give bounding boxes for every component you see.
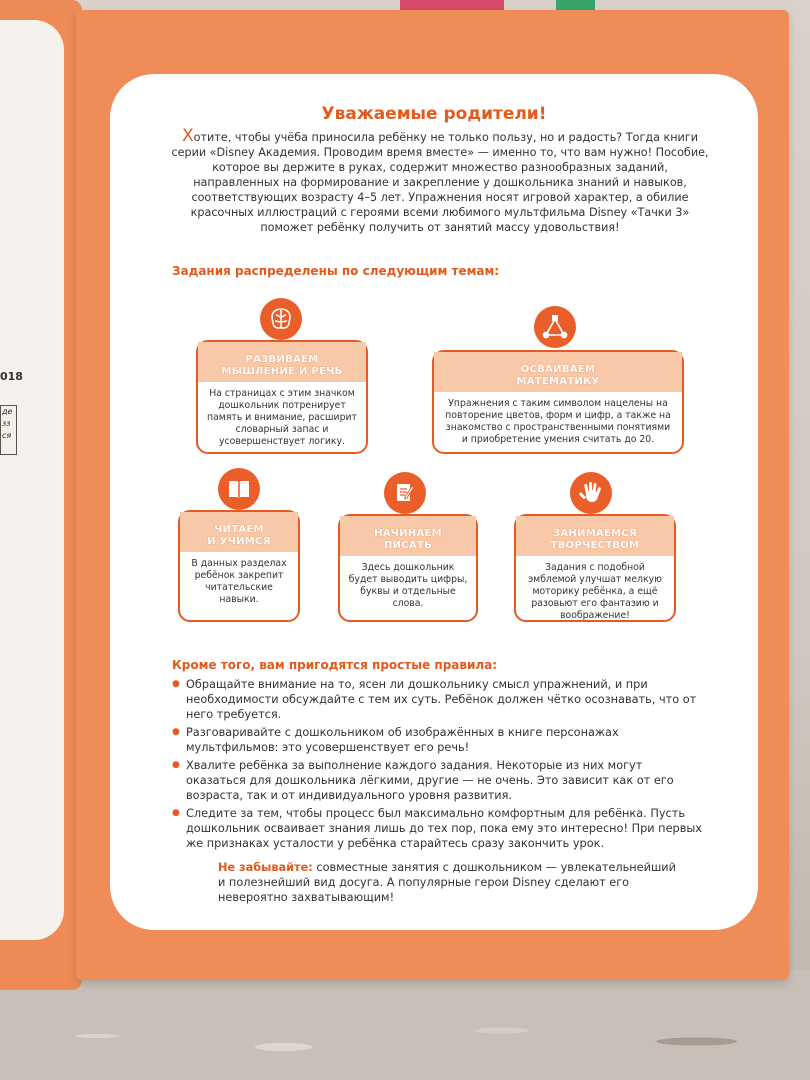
page-title: Уважаемые родители! <box>321 104 547 124</box>
theme-card-title <box>516 516 674 556</box>
reminder-lead: Не забывайте: <box>218 861 313 874</box>
hand-print-icon <box>570 472 612 514</box>
reminder-paragraph <box>218 860 678 905</box>
list-item: ● Следите за тем, чтобы процесс был максимально комфортным для ребёнка. Пусть дошкольник осваивает знания лишь до тех пор, пока ему это интересно! При первых же признаках усталости у ребёнка старайтесь сразу закончить урок. <box>172 806 702 851</box>
theme-card-title <box>180 512 298 552</box>
theme-card-text: На страницах с этим значком дошкольник потренирует память и внимание, расширит словарный запас и усовершенствует логику. <box>207 388 357 447</box>
theme-card-text: Упражнения с таким символом нацелены на повторение цветов, форм и цифр, а также на знакомство с пространственными понятиями и приобретение умения считать до 20. <box>445 398 671 445</box>
theme-title-line-2: МЫШЛЕНИЕ И РЕЧЬ <box>221 366 343 377</box>
left-page-mark: 018 <box>0 370 23 383</box>
theme-card-reading <box>178 510 300 622</box>
intro-paragraph <box>170 126 710 235</box>
reminder-text: совместные занятия с дошкольником — увлекательнейший и полезнейший вид досуга. А популярные герои Disney сделают его невероятно захватывающим! <box>218 861 676 904</box>
theme-title-line-2: И УЧИМСЯ <box>207 536 271 547</box>
theme-title-line-2: МАТЕМАТИКУ <box>516 376 600 387</box>
left-page-box: де зз ся <box>0 405 17 455</box>
theme-card-text: Задания с подобной эмблемой улучшат мелкую моторику ребёнка, а ещё разовьют его фантазию и воображение! <box>528 562 662 621</box>
intro-dropcap: Х <box>182 126 194 146</box>
rules-list <box>172 674 702 851</box>
themes-heading: Задания распределены по следующим темам: <box>172 264 500 278</box>
content-panel <box>110 74 758 930</box>
theme-card-math <box>432 350 684 454</box>
theme-title-line-2: ТВОРЧЕСТВОМ <box>550 540 640 551</box>
theme-card-text: В данных разделах ребёнок закрепит читательские навыки. <box>191 558 287 605</box>
theme-title-line-1: РАЗВИВАЕМ <box>245 354 319 365</box>
list-item: ● Хвалите ребёнка за выполнение каждого задания. Некоторые из них могут оказаться для дошкольника лёгкими, другие — не очень. Это зависит как от его возраста, так и от индивидуального уровня развития. <box>172 758 702 803</box>
theme-title-line-1: ЧИТАЕМ <box>214 524 264 535</box>
theme-card-text: Здесь дошкольник будет выводить цифры, буквы и отдельные слова. <box>348 562 468 609</box>
theme-card-title <box>340 516 476 556</box>
math-triangle-icon <box>534 306 576 348</box>
intro-text: отите, чтобы учёба приносила ребёнку не только пользу, но и радость? Тогда книги серии «Disney Академия. Проводим время вместе» — именно то, что вам нужно! Пособие, которое вы держите в руках, содержит множество разнообразных заданий, направленных на формирование и закрепление у дошкольника знаний и навыков, соответствующих возрасту 4–5 лет. Упражнения носят игровой характер, а обилие красочных иллюстраций с героями всеми любимого мультфильма Disney «Тачки 3» поможет ребёнку получить от занятий массу удовольствия! <box>171 131 709 234</box>
pencil-icon <box>384 472 426 514</box>
theme-card-writing <box>338 514 478 622</box>
theme-title-line-1: ОСВАИВАЕМ <box>520 364 596 375</box>
book-page <box>76 10 789 980</box>
left-book-cover <box>0 0 82 990</box>
theme-title-line-1: ЗАНИМАЕМСЯ <box>552 528 638 539</box>
left-book-page <box>0 20 64 940</box>
book-icon <box>218 468 260 510</box>
floor-mat-pattern <box>0 970 810 1080</box>
brain-icon <box>260 298 302 340</box>
theme-card-thinking <box>196 340 368 454</box>
theme-card-title <box>198 342 366 382</box>
theme-card-creativity <box>514 514 676 622</box>
theme-title-line-1: НАЧИНАЕМ <box>374 528 442 539</box>
theme-title-line-2: ПИСАТЬ <box>383 540 433 551</box>
list-item: ● Обращайте внимание на то, ясен ли дошкольнику смысл упражнений, и при необходимости обсуждайте с тем их суть. Ребёнок должен чётко осознавать, что от него требуется. <box>172 677 702 722</box>
rules-heading: Кроме того, вам пригодятся простые правила: <box>172 658 498 672</box>
theme-card-title <box>434 352 682 392</box>
list-item: ● Разговаривайте с дошкольником об изображённых в книге персонажах мультфильмов: это усовершенствует его речь! <box>172 725 702 755</box>
